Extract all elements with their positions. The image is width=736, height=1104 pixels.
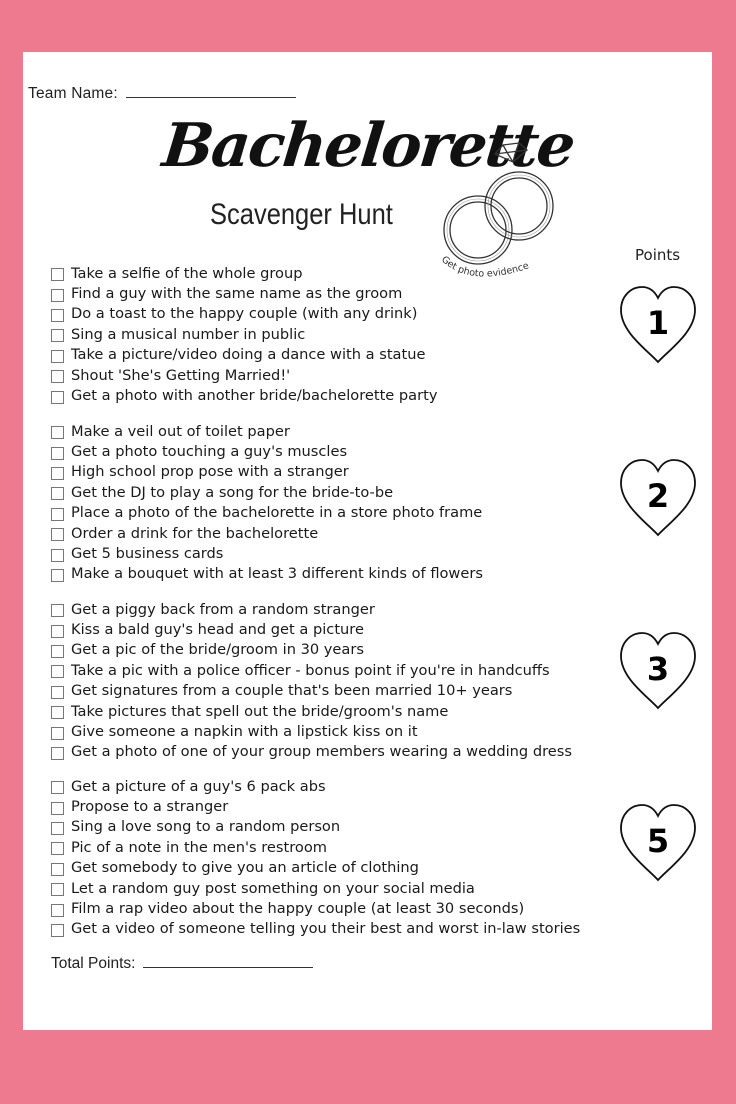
list-item[interactable]: Get a piggy back from a random stranger: [51, 599, 572, 619]
checkbox[interactable]: [51, 665, 64, 678]
checkbox[interactable]: [51, 686, 64, 699]
points-heart-1: [617, 284, 699, 366]
list-item[interactable]: Do a toast to the happy couple (with any drink): [51, 304, 437, 324]
list-item[interactable]: Film a rap video about the happy couple (at least 30 seconds): [51, 898, 580, 918]
task-group-3: [51, 599, 572, 762]
checkbox[interactable]: [51, 289, 64, 302]
checkbox[interactable]: [51, 487, 64, 500]
list-item[interactable]: Get somebody to give you an article of clothing: [51, 858, 580, 878]
list-item[interactable]: Get a photo touching a guy's muscles: [51, 441, 483, 461]
points-value: 5: [646, 822, 670, 860]
list-item[interactable]: High school prop pose with a stranger: [51, 462, 483, 482]
task-group-1: [51, 263, 437, 406]
list-item[interactable]: Take a picture/video doing a dance with a statue: [51, 345, 437, 365]
checkbox[interactable]: [51, 706, 64, 719]
points-heart-3: [617, 630, 699, 712]
wedding-rings-icon: [433, 132, 573, 282]
checkbox[interactable]: [51, 309, 64, 322]
points-value: 2: [646, 477, 670, 515]
list-item[interactable]: Get a video of someone telling you their best and worst in-law stories: [51, 919, 580, 939]
checkbox[interactable]: [51, 863, 64, 876]
checkbox[interactable]: [51, 508, 64, 521]
list-item[interactable]: Get a photo with another bride/bachelorette party: [51, 385, 437, 405]
checkbox[interactable]: [51, 268, 64, 281]
checkbox[interactable]: [51, 625, 64, 638]
page-subtitle: Scavenger Hunt: [210, 198, 393, 231]
checkbox[interactable]: [51, 747, 64, 760]
total-points-label: Total Points:: [51, 955, 136, 972]
checkbox[interactable]: [51, 802, 64, 815]
list-item[interactable]: Propose to a stranger: [51, 796, 580, 816]
total-points-blank[interactable]: [143, 966, 313, 968]
points-heart-2: [617, 457, 699, 539]
checkbox[interactable]: [51, 528, 64, 541]
checkbox[interactable]: [51, 904, 64, 917]
checkbox[interactable]: [51, 883, 64, 896]
list-item[interactable]: Take a selfie of the whole group: [51, 263, 437, 283]
task-group-2: [51, 421, 483, 584]
checkbox[interactable]: [51, 569, 64, 582]
checkbox[interactable]: [51, 391, 64, 404]
list-item[interactable]: Shout 'She's Getting Married!': [51, 365, 437, 385]
list-item[interactable]: Take a pic with a police officer - bonus point if you're in handcuffs: [51, 660, 572, 680]
list-item[interactable]: Give someone a napkin with a lipstick kiss on it: [51, 721, 572, 741]
checkbox[interactable]: [51, 350, 64, 363]
list-item[interactable]: Order a drink for the bachelorette: [51, 523, 483, 543]
list-item[interactable]: Get a photo of one of your group members wearing a wedding dress: [51, 742, 572, 762]
svg-text:Get photo evidence: [439, 254, 530, 279]
team-name-line: [28, 85, 296, 103]
points-heart-5: [617, 802, 699, 884]
team-name-blank[interactable]: [126, 96, 296, 98]
list-item[interactable]: Get 5 business cards: [51, 543, 483, 563]
list-item[interactable]: Make a veil out of toilet paper: [51, 421, 483, 441]
list-item[interactable]: Let a random guy post something on your social media: [51, 878, 580, 898]
list-item[interactable]: Make a bouquet with at least 3 different kinds of flowers: [51, 564, 483, 584]
checkbox[interactable]: [51, 370, 64, 383]
checkbox[interactable]: [51, 467, 64, 480]
points-value: 1: [646, 304, 670, 342]
list-item[interactable]: Sing a love song to a random person: [51, 817, 580, 837]
team-name-label: Team Name:: [28, 85, 118, 102]
ring-caption: Get photo evidence: [438, 254, 531, 280]
checkbox[interactable]: [51, 549, 64, 562]
total-points-line: [51, 955, 313, 973]
list-item[interactable]: Find a guy with the same name as the groom: [51, 283, 437, 303]
list-item[interactable]: Pic of a note in the men's restroom: [51, 837, 580, 857]
checkbox[interactable]: [51, 822, 64, 835]
checkbox[interactable]: [51, 924, 64, 937]
checkbox[interactable]: [51, 842, 64, 855]
checkbox[interactable]: [51, 329, 64, 342]
list-item[interactable]: Take pictures that spell out the bride/groom's name: [51, 701, 572, 721]
list-item[interactable]: Get a pic of the bride/groom in 30 years: [51, 640, 572, 660]
checkbox[interactable]: [51, 727, 64, 740]
checkbox[interactable]: [51, 426, 64, 439]
scavenger-hunt-sheet: [23, 52, 712, 1030]
task-group-4: [51, 776, 580, 939]
list-item[interactable]: Sing a musical number in public: [51, 324, 437, 344]
list-item[interactable]: Get signatures from a couple that's been married 10+ years: [51, 681, 572, 701]
list-item[interactable]: Get the DJ to play a song for the bride-to-be: [51, 482, 483, 502]
checkbox[interactable]: [51, 645, 64, 658]
checkbox[interactable]: [51, 447, 64, 460]
list-item[interactable]: Place a photo of the bachelorette in a store photo frame: [51, 503, 483, 523]
list-item[interactable]: Kiss a bald guy's head and get a picture: [51, 619, 572, 639]
points-column-label: Points: [635, 246, 681, 264]
checkbox[interactable]: [51, 604, 64, 617]
points-value: 3: [646, 650, 670, 688]
list-item[interactable]: Get a picture of a guy's 6 pack abs: [51, 776, 580, 796]
page-title: Bachelorette: [159, 111, 577, 181]
checkbox[interactable]: [51, 781, 64, 794]
